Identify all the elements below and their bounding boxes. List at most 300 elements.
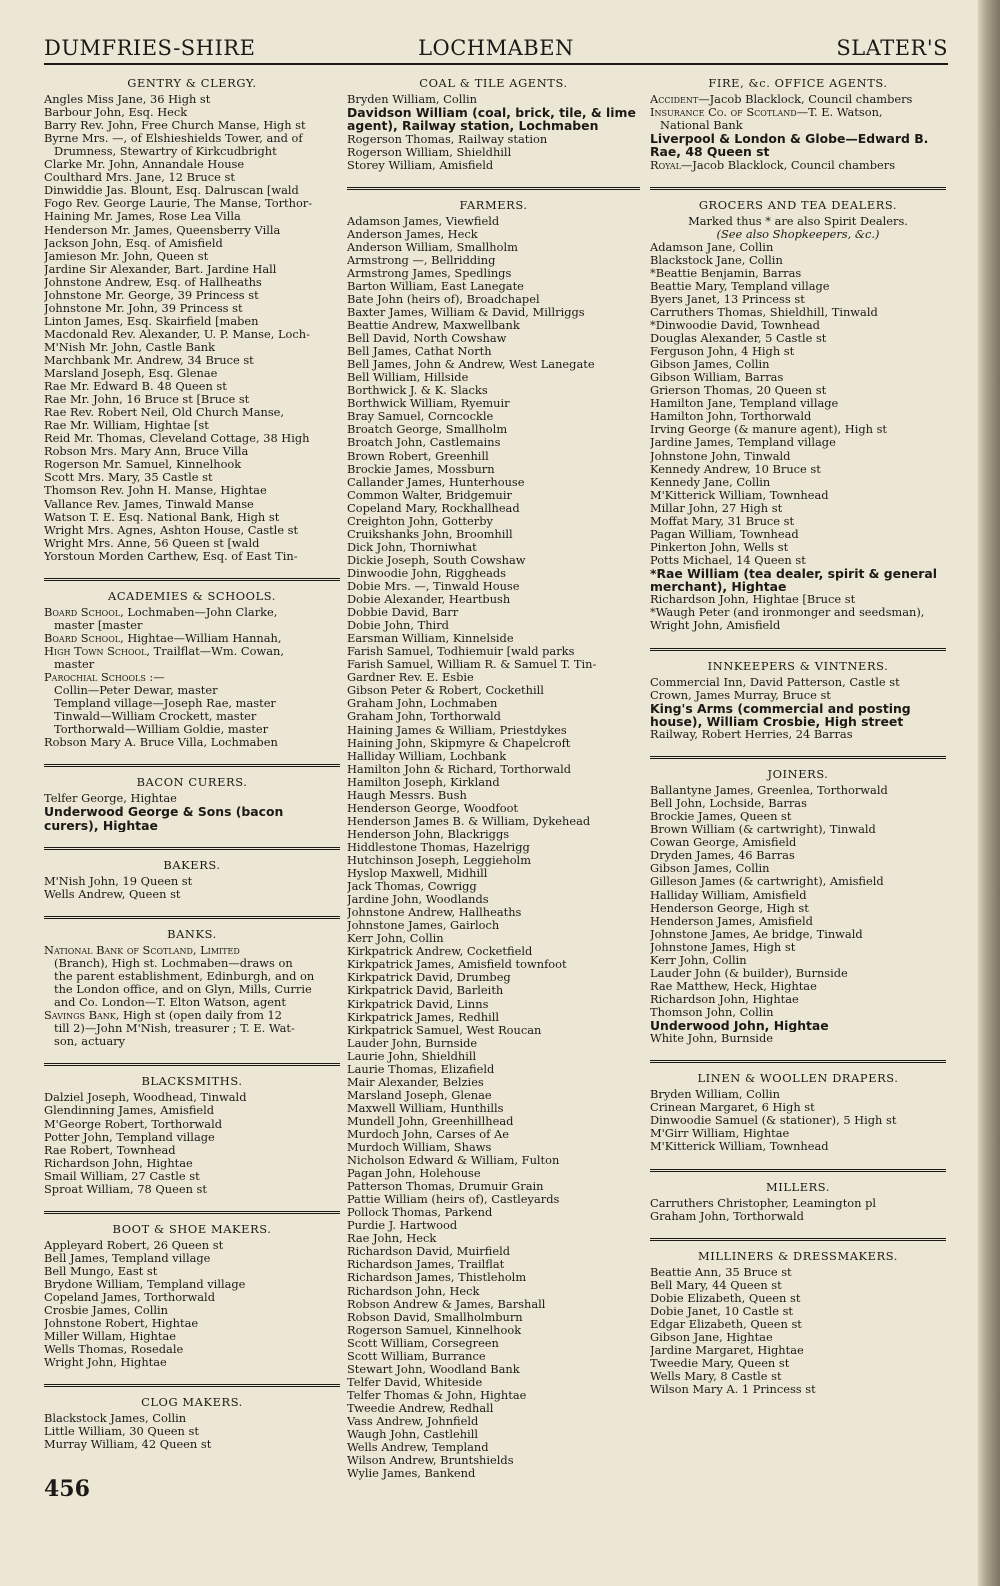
directory-entry: Dobbie David, Barr bbox=[347, 606, 459, 620]
directory-entry: Dalziel Joseph, Woodhead, Tinwald bbox=[44, 1091, 247, 1105]
directory-entry: Gibson Jane, Hightae bbox=[650, 1330, 773, 1344]
section-title: INNKEEPERS & VINTNERS. bbox=[707, 658, 889, 673]
directory-entry: Broatch George, Smallholm bbox=[347, 423, 508, 437]
directory-entry: Sproat William, 78 Queen st bbox=[44, 1182, 207, 1196]
directory-entry: Hamilton John, Torthorwald bbox=[650, 410, 812, 424]
directory-entry: Purdie J. Hartwood bbox=[347, 1219, 458, 1233]
directory-entry: Bate John (heirs of), Broadchapel bbox=[347, 292, 540, 306]
directory-entry: Rae Mr. Edward B. 48 Queen st bbox=[44, 380, 227, 394]
directory-entry: Gilleson James (& cartwright), Amisfield bbox=[650, 875, 884, 889]
directory-entry: Kirkpatrick David, Linns bbox=[347, 997, 489, 1011]
page-number: 456 bbox=[44, 1476, 90, 1502]
directory-entry: Broatch John, Castlemains bbox=[347, 436, 501, 450]
section-innkeepers-vintners bbox=[650, 660, 946, 742]
directory-entry: Kirkpatrick James, Amisfield townfoot bbox=[347, 958, 567, 972]
directory-entry: Haining Mr. James, Rose Lea Villa bbox=[44, 210, 241, 224]
section-title: COAL & TILE AGENTS. bbox=[419, 76, 568, 90]
directory-entry: Adamson Jane, Collin bbox=[650, 240, 774, 254]
directory-entry: Brockie James, Queen st bbox=[650, 810, 792, 824]
directory-entry: Brockie James, Mossburn bbox=[347, 462, 495, 476]
directory-entry: Hutchinson Joseph, Leggieholm bbox=[347, 853, 531, 867]
directory-entry: Telfer George, Hightae bbox=[44, 792, 177, 806]
directory-entry: Underwood George & Sons (bacon curers), Hightae bbox=[44, 805, 284, 832]
directory-entry: Baxter James, William & David, Millriggs bbox=[347, 306, 585, 320]
directory-entry: Rae Matthew, Heck, Hightae bbox=[650, 979, 817, 993]
directory-entry: Gardner Rev. E. Esbie bbox=[347, 671, 474, 685]
directory-entry: *Beattie Benjamin, Barras bbox=[650, 266, 802, 280]
directory-entry: Graham John, Lochmaben bbox=[347, 697, 498, 711]
directory-entry: Richardson John, Hightae [Bruce st bbox=[650, 593, 856, 607]
directory-entry: Crosbie James, Collin bbox=[44, 1304, 168, 1318]
directory-entry: Kerr John, Collin bbox=[650, 953, 747, 967]
directory-entry: Rae Robert, Townhead bbox=[44, 1143, 176, 1157]
directory-entry: Bryden William, Collin bbox=[650, 1088, 780, 1102]
section-divider bbox=[44, 755, 340, 767]
directory-entry: Miller Willam, Hightae bbox=[44, 1330, 176, 1344]
directory-entry: Robson David, Smallholmburn bbox=[347, 1310, 523, 1324]
directory-entry: Macdonald Rev. Alexander, U. P. Manse, Loch- bbox=[44, 327, 310, 341]
directory-entry: Pagan John, Holehouse bbox=[347, 1167, 481, 1181]
section-title: GENTRY & CLERGY. bbox=[127, 76, 257, 90]
directory-entry: National Bank bbox=[660, 119, 743, 133]
directory-entry: Gibson Peter & Robert, Cockethill bbox=[347, 684, 544, 698]
section-divider bbox=[347, 178, 640, 190]
directory-entry: M'Nish John, 19 Queen st bbox=[44, 874, 193, 888]
directory-entry: High Town School, Trailflat—Wm. Cowan, bbox=[44, 644, 284, 658]
section-gentry-clergy bbox=[44, 77, 340, 563]
section-title: MILLINERS & DRESSMAKERS. bbox=[698, 1248, 898, 1263]
header-town: LOCHMABEN bbox=[418, 36, 574, 60]
column-middle bbox=[347, 74, 640, 1504]
directory-entry: Borthwick William, Ryemuir bbox=[347, 397, 510, 411]
section-title: FIRE, &c. OFFICE AGENTS. bbox=[708, 76, 888, 90]
directory-entry: Haining John, Skipmyre & Chapelcroft bbox=[347, 736, 571, 750]
directory-entry: Potts Michael, 14 Queen st bbox=[650, 553, 806, 567]
section-banks bbox=[44, 928, 340, 1048]
section-milliners-dressmakers bbox=[650, 1250, 946, 1397]
directory-entry: Bell David, North Cowshaw bbox=[347, 332, 507, 346]
directory-entry: Board School, Hightae—William Hannah, bbox=[44, 631, 282, 645]
institution-name: Savings Bank bbox=[44, 1009, 116, 1023]
institution-name: National Bank of Scotland, Limited bbox=[44, 943, 240, 957]
directory-entry: Beattie Ann, 35 Bruce st bbox=[650, 1265, 792, 1279]
directory-entry: Kirkpatrick Samuel, West Roucan bbox=[347, 1023, 542, 1037]
directory-entry: Earsman William, Kinnelside bbox=[347, 632, 514, 646]
directory-entry: Johnstone James, High st bbox=[650, 940, 796, 954]
institution-name: High Town School bbox=[44, 644, 147, 658]
directory-entry: Adamson James, Viewfield bbox=[347, 214, 500, 228]
directory-entry: Halliday William, Lochbank bbox=[347, 749, 507, 763]
directory-entry: Laurie Thomas, Elizafield bbox=[347, 1062, 495, 1076]
section-cross-reference: (See also Shopkeepers, &c.) bbox=[716, 226, 880, 241]
directory-entry: Royal—Jacob Blacklock, Council chambers bbox=[650, 158, 896, 172]
directory-entry: Tweedie Andrew, Redhall bbox=[347, 1401, 494, 1415]
directory-entry: Rae Mr. John, 16 Bruce st [Bruce st bbox=[44, 393, 250, 407]
directory-entry: Richardson James, Trailflat bbox=[347, 1258, 505, 1272]
section-millers bbox=[650, 1181, 946, 1223]
directory-entry: Callander James, Hunterhouse bbox=[347, 475, 525, 489]
directory-entry: Wright John, Amisfield bbox=[650, 619, 781, 633]
section-joiners bbox=[650, 768, 946, 1045]
directory-entry: Millar John, 27 High st bbox=[650, 501, 783, 515]
directory-entry: (Branch), High st. Lochmaben—draws on bbox=[54, 957, 293, 971]
section-divider bbox=[650, 178, 946, 190]
directory-entry: Marsland Joseph, Esq. Glenae bbox=[44, 367, 218, 381]
directory-entry: Jack Thomas, Cowrigg bbox=[347, 880, 477, 894]
directory-entry: Dinwoodie Samuel (& stationer), 5 High st bbox=[650, 1114, 897, 1128]
directory-entry: Kirkpatrick Andrew, Cocketfield bbox=[347, 945, 533, 959]
section-title: JOINERS. bbox=[767, 767, 829, 782]
running-header bbox=[44, 36, 948, 66]
directory-entry: Johnstone Andrew, Esq. of Hallheaths bbox=[44, 275, 262, 289]
directory-entry: Wright Mrs. Anne, 56 Queen st [wald bbox=[44, 536, 260, 550]
directory-entry: M'Kitterick William, Townhead bbox=[650, 1140, 829, 1154]
directory-entry: Ballantyne James, Greenlea, Torthorwald bbox=[650, 784, 888, 798]
directory-entry: Pagan William, Townhead bbox=[650, 527, 799, 541]
directory-entry: Reid Mr. Thomas, Cleveland Cottage, 38 High bbox=[44, 432, 310, 446]
directory-entry: Beattie Andrew, Maxwellbank bbox=[347, 319, 520, 333]
directory-entry: Blackstock Jane, Collin bbox=[650, 253, 783, 267]
section-title: BAKERS. bbox=[163, 857, 221, 872]
section-fire-c-office-agents bbox=[650, 77, 946, 172]
directory-entry: Johnstone James, Ae bridge, Tinwald bbox=[650, 927, 863, 941]
header-rule bbox=[44, 63, 948, 65]
directory-entry: Bell James, Cathat North bbox=[347, 345, 492, 359]
directory-entry: master bbox=[54, 657, 95, 671]
directory-entry: Waugh John, Castlehill bbox=[347, 1428, 479, 1442]
directory-entry: Bell Mungo, East st bbox=[44, 1264, 158, 1278]
directory-entry: Coulthard Mrs. Jane, 12 Bruce st bbox=[44, 171, 235, 185]
directory-entry: Torthorwald—William Goldie, master bbox=[54, 723, 269, 737]
directory-entry: Linton James, Esq. Skairfield [maben bbox=[44, 314, 259, 328]
section-title: BACON CURERS. bbox=[136, 775, 248, 790]
directory-entry: Kennedy Jane, Collin bbox=[650, 475, 771, 489]
directory-entry: Bray Samuel, Corncockle bbox=[347, 410, 494, 424]
directory-entry: Robson Andrew & James, Barshall bbox=[347, 1297, 546, 1311]
directory-entry: Wright John, Hightae bbox=[44, 1356, 167, 1370]
section-academies-schools bbox=[44, 590, 340, 750]
directory-entry: Jamieson Mr. John, Queen st bbox=[44, 249, 209, 263]
directory-entry: Jardine Margaret, Hightae bbox=[650, 1343, 804, 1357]
directory-entry: Board School, Lochmaben—John Clarke, bbox=[44, 605, 278, 619]
directory-entry: Wells Mary, 8 Castle st bbox=[650, 1370, 782, 1384]
section-title: BLACKSMITHS. bbox=[141, 1074, 243, 1089]
directory-entry: M'Nish Mr. John, Castle Bank bbox=[44, 340, 215, 354]
directory-entry: *Dinwoodie David, Townhead bbox=[650, 319, 820, 333]
directory-entry: Edgar Elizabeth, Queen st bbox=[650, 1317, 802, 1331]
directory-entry: Henderson Mr. James, Queensberry Villa bbox=[44, 223, 281, 237]
directory-entry: Hyslop Maxwell, Midhill bbox=[347, 867, 488, 881]
directory-entry: Bell James, John & Andrew, West Lanegate bbox=[347, 358, 595, 372]
directory-entry: Pollock Thomas, Parkend bbox=[347, 1206, 493, 1220]
institution-name: Board School bbox=[44, 605, 121, 619]
directory-entry: Dobie Mrs. —, Tinwald House bbox=[347, 580, 520, 593]
section-title: CLOG MAKERS. bbox=[141, 1395, 243, 1410]
section-divider bbox=[650, 1051, 946, 1063]
directory-entry: Vallance Rev. James, Tinwald Manse bbox=[44, 497, 254, 511]
directory-entry: Thomson John, Collin bbox=[650, 1005, 774, 1019]
directory-entry: son, actuary bbox=[54, 1035, 126, 1049]
directory-entry: Wells Andrew, Queen st bbox=[44, 887, 181, 901]
directory-entry: Clarke Mr. John, Annandale House bbox=[44, 158, 245, 172]
directory-entry: Murray William, 42 Queen st bbox=[44, 1438, 212, 1452]
directory-entry: Laurie John, Shieldhill bbox=[347, 1049, 477, 1063]
directory-entry: Richardson David, Muirfield bbox=[347, 1245, 511, 1259]
directory-entry: Anderson William, Smallholm bbox=[347, 240, 518, 254]
section-note: Marked thus * are also Spirit Dealers. bbox=[688, 213, 908, 228]
directory-entry: *Rae William (tea dealer, spirit & general merchant), Hightae bbox=[650, 566, 938, 594]
directory-entry: Dinwoodie John, Riggheads bbox=[347, 566, 507, 580]
directory-entry: Rogerson Thomas, Railway station bbox=[347, 132, 548, 146]
directory-entry: Liverpool & London & Globe—Edward B. Rae, 48 Queen st bbox=[650, 132, 929, 159]
header-publisher: SLATER'S bbox=[836, 36, 948, 60]
directory-entry: Tinwald—William Crockett, master bbox=[54, 710, 257, 724]
directory-entry: M'George Robert, Torthorwald bbox=[44, 1117, 223, 1131]
directory-entry: Bell William, Hillside bbox=[347, 371, 469, 385]
directory-entry: Dobie Alexander, Heartbush bbox=[347, 593, 511, 607]
directory-entry: Railway, Robert Herries, 24 Barras bbox=[650, 728, 853, 742]
column-left bbox=[44, 74, 340, 1504]
section-title: BANKS. bbox=[167, 926, 217, 941]
section-divider bbox=[44, 569, 340, 581]
directory-entry: Murdoch William, Shaws bbox=[347, 1141, 492, 1155]
directory-entry: Farish Samuel, Todhiemuir [wald parks bbox=[347, 645, 575, 659]
directory-entry: Commercial Inn, David Patterson, Castle st bbox=[650, 675, 900, 689]
directory-entry: Robson Mrs. Mary Ann, Bruce Villa bbox=[44, 445, 249, 459]
directory-entry: Barry Rev. John, Free Church Manse, High st bbox=[44, 119, 306, 133]
directory-entry: Telfer Thomas & John, Hightae bbox=[347, 1388, 527, 1402]
directory-entry: Wilson Andrew, Bruntshields bbox=[347, 1454, 514, 1468]
section-title: BOOT & SHOE MAKERS. bbox=[112, 1221, 272, 1236]
directory-entry: Farish Samuel, William R. & Samuel T. Tin- bbox=[347, 658, 597, 672]
directory-entry: Angles Miss Jane, 36 High st bbox=[44, 93, 211, 107]
directory-entry: Brydone William, Templand village bbox=[44, 1277, 246, 1291]
directory-entry: Halliday William, Amisfield bbox=[650, 888, 807, 902]
directory-entry: Glendinning James, Amisfield bbox=[44, 1104, 215, 1118]
section-coal-tile-agents bbox=[347, 77, 640, 172]
directory-entry: Smail William, 27 Castle st bbox=[44, 1169, 200, 1183]
section-divider bbox=[44, 1054, 340, 1066]
directory-entry: M'Girr William, Hightae bbox=[650, 1127, 790, 1141]
directory-entry: Rae John, Heck bbox=[347, 1232, 437, 1246]
directory-entry: Johnstone Robert, Hightae bbox=[44, 1317, 199, 1331]
directory-entry: Pinkerton John, Wells st bbox=[650, 540, 789, 554]
directory-entry: Parochial Schools :— bbox=[44, 671, 165, 685]
directory-entry: Dobie Elizabeth, Queen st bbox=[650, 1291, 801, 1305]
directory-entry: Byrne Mrs. —, of Elshieshields Tower, and of bbox=[44, 132, 303, 146]
section-divider bbox=[650, 1160, 946, 1172]
directory-entry: Kirkpatrick David, Barleith bbox=[347, 984, 504, 998]
directory-entry: Hiddlestone Thomas, Hazelrigg bbox=[347, 840, 530, 854]
directory-entry: Insurance Co. of Scotland—T. E. Watson, bbox=[650, 106, 883, 120]
section-divider bbox=[44, 1202, 340, 1214]
directory-entry: Lauder John, Burnside bbox=[347, 1036, 478, 1050]
directory-entry: Crown, James Murray, Bruce st bbox=[650, 688, 831, 702]
directory-entry: Mair Alexander, Belzies bbox=[347, 1075, 484, 1089]
directory-entry: Armstrong James, Spedlings bbox=[347, 266, 512, 280]
directory-entry: Yorstoun Morden Carthew, Esq. of East Tin- bbox=[44, 549, 298, 563]
directory-entry: Bell John, Lochside, Barras bbox=[650, 797, 807, 811]
directory-entry: Dryden James, 46 Barras bbox=[650, 849, 795, 863]
directory-entry: Armstrong —, Bellridding bbox=[347, 253, 496, 267]
directory-entry: Jardine James, Templand village bbox=[650, 436, 836, 450]
directory-entry: Richardson John, Heck bbox=[347, 1284, 480, 1298]
directory-entry: Haining James & William, Priestdykes bbox=[347, 723, 567, 737]
institution-name: Board School bbox=[44, 631, 121, 645]
institution-name: Insurance Co. of Scotland bbox=[650, 106, 797, 120]
section-grocers-and-tea-dealers bbox=[650, 199, 946, 633]
directory-entry: Tweedie Mary, Queen st bbox=[650, 1357, 790, 1371]
directory-entry: the London office, and on Glyn, Mills, Currie bbox=[54, 983, 312, 997]
directory-entry: Brown Robert, Greenhill bbox=[347, 449, 489, 463]
directory-entry: Accident—Jacob Blacklock, Council chambers bbox=[650, 93, 913, 107]
directory-entry: Grierson Thomas, 20 Queen st bbox=[650, 384, 827, 398]
institution-name: Parochial Schools bbox=[44, 671, 146, 685]
directory-entry: Cruikshanks John, Broomhill bbox=[347, 527, 513, 541]
directory-entry: Henderson John, Blackriggs bbox=[347, 827, 510, 841]
directory-entry: Cowan George, Amisfield bbox=[650, 836, 797, 850]
directory-entry: Bell Mary, 44 Queen st bbox=[650, 1278, 782, 1292]
directory-entry: Underwood John, Hightae bbox=[650, 1018, 829, 1033]
directory-entry: Pattie William (heirs of), Castleyards bbox=[347, 1193, 560, 1207]
directory-entry: Drumness, Stewartry of Kirkcudbright bbox=[54, 145, 277, 159]
directory-entry: Gibson William, Barras bbox=[650, 371, 784, 385]
directory-entry: Brown William (& cartwright), Tinwald bbox=[650, 823, 876, 837]
directory-entry: Copeland Mary, Rockhallhead bbox=[347, 501, 520, 515]
directory-entry: Beattie Mary, Templand village bbox=[650, 279, 830, 293]
directory-entry: Fogo Rev. George Laurie, The Manse, Torthor- bbox=[44, 197, 313, 211]
directory-entry: Carruthers Thomas, Shieldhill, Tinwald bbox=[650, 306, 878, 320]
directory-entry: Little William, 30 Queen st bbox=[44, 1425, 199, 1439]
directory-entry: Rogerson Samuel, Kinnelhook bbox=[347, 1323, 522, 1337]
directory-entry: Johnstone John, Tinwald bbox=[650, 449, 791, 463]
directory-entry: Irving George (& manure agent), High st bbox=[650, 423, 888, 437]
directory-entry: King's Arms (commercial and posting house), William Crosbie, High street bbox=[650, 701, 911, 729]
directory-entry: Scott William, Burrance bbox=[347, 1349, 486, 1363]
section-title: MILLERS. bbox=[766, 1179, 830, 1194]
section-title: GROCERS AND TEA DEALERS. bbox=[698, 197, 898, 212]
directory-entry: White John, Burnside bbox=[650, 1032, 773, 1046]
directory-entry: Dickie Joseph, South Cowshaw bbox=[347, 553, 526, 567]
section-title: FARMERS. bbox=[459, 197, 528, 212]
directory-entry: Templand village—Joseph Rae, master bbox=[54, 697, 276, 711]
directory-entry: the parent establishment, Edinburgh, and on bbox=[54, 970, 315, 984]
directory-entry: Richardson John, Hightae bbox=[44, 1156, 193, 1170]
directory-entry: Nicholson Edward & William, Fulton bbox=[347, 1154, 560, 1168]
directory-entry: Wright Mrs. Agnes, Ashton House, Castle st bbox=[44, 523, 299, 537]
section-clog-makers bbox=[44, 1396, 340, 1451]
directory-entry: Watson T. E. Esq. National Bank, High st bbox=[44, 510, 280, 524]
directory-entry: Richardson James, Thistleholm bbox=[347, 1271, 527, 1285]
directory-entry: Maxwell William, Hunthills bbox=[347, 1101, 504, 1115]
directory-entry: Henderson George, High st bbox=[650, 901, 809, 915]
section-divider bbox=[650, 747, 946, 759]
directory-entry: Kirkpatrick James, Redhill bbox=[347, 1010, 500, 1024]
directory-entry: Rogerson Mr. Samuel, Kinnelhook bbox=[44, 458, 242, 472]
directory-entry: Carruthers Christopher, Leamington pl bbox=[650, 1196, 877, 1210]
directory-entry: till 2)—John M'Nish, treasurer ; T. E. Wat- bbox=[54, 1022, 295, 1036]
directory-entry bbox=[44, 944, 340, 957]
directory-entry: Johnstone James, Gairloch bbox=[347, 919, 500, 933]
section-divider bbox=[650, 639, 946, 651]
directory-entry: Kirkpatrick David, Drumbeg bbox=[347, 971, 511, 985]
institution-name: Royal bbox=[650, 158, 681, 172]
directory-entry: Rae Rev. Robert Neil, Old Church Manse, bbox=[44, 406, 285, 420]
directory-entry: Jackson John, Esq. of Amisfield bbox=[44, 236, 223, 250]
directory-entry: Blackstock James, Collin bbox=[44, 1412, 187, 1426]
directory-entry: Gibson James, Collin bbox=[650, 862, 770, 876]
directory-entry: Bryden William, Collin bbox=[347, 93, 477, 107]
directory-entry: Rae Mr. William, Hightae [st bbox=[44, 419, 209, 433]
directory-entry: Gibson James, Collin bbox=[650, 358, 770, 372]
directory-entry: Robson Mary A. Bruce Villa, Lochmaben bbox=[44, 736, 278, 750]
directory-entry: Henderson George, Woodfoot bbox=[347, 801, 519, 815]
directory-entry: Scott Mrs. Mary, 35 Castle st bbox=[44, 471, 213, 485]
section-farmers bbox=[347, 199, 640, 1481]
directory-entry: Lauder John (& builder), Burnside bbox=[650, 966, 848, 980]
directory-entry: Wilson Mary A. 1 Princess st bbox=[650, 1383, 816, 1397]
institution-name: Accident bbox=[650, 93, 699, 107]
directory-entry: Jardine John, Woodlands bbox=[347, 893, 489, 907]
directory-entry: Graham John, Torthorwald bbox=[650, 1209, 804, 1223]
directory-entry: Storey William, Amisfield bbox=[347, 158, 494, 172]
directory-entry: master [master bbox=[54, 618, 143, 632]
section-divider bbox=[44, 1375, 340, 1387]
directory-entry: and Co. London—T. Elton Watson, agent bbox=[54, 996, 286, 1010]
directory-entry: Marsland Joseph, Glenae bbox=[347, 1088, 492, 1102]
header-county: DUMFRIES-SHIRE bbox=[44, 36, 256, 60]
directory-entry: Wells Thomas, Rosedale bbox=[44, 1343, 184, 1357]
directory-entry: Byers Janet, 13 Princess st bbox=[650, 292, 805, 306]
directory-entry: Potter John, Templand village bbox=[44, 1130, 215, 1144]
directory-entry: Jardine Sir Alexander, Bart. Jardine Hall bbox=[44, 262, 277, 276]
directory-entry: Anderson James, Heck bbox=[347, 227, 478, 241]
directory-entry: *Waugh Peter (and ironmonger and seedsman), bbox=[650, 606, 925, 620]
directory-entry: Hamilton Jane, Templand village bbox=[650, 397, 839, 411]
directory-entry: Moffat Mary, 31 Bruce st bbox=[650, 514, 795, 528]
directory-entry: Johnstone Mr. George, 39 Princess st bbox=[44, 288, 259, 302]
directory-entry: Douglas Alexander, 5 Castle st bbox=[650, 332, 827, 346]
directory-entry: Davidson William (coal, brick, tile, & lime agent), Railway station, Lochmaben bbox=[347, 106, 636, 133]
directory-entry: Kennedy Andrew, 10 Bruce st bbox=[650, 462, 821, 476]
directory-entry: Ferguson John, 4 High st bbox=[650, 345, 795, 359]
directory-entry: Haugh Messrs. Bush bbox=[347, 788, 467, 802]
directory-entry: Dobie John, Third bbox=[347, 619, 449, 633]
directory-entry: Mundell John, Greenhillhead bbox=[347, 1114, 514, 1128]
directory-entry: Borthwick J. & K. Slacks bbox=[347, 384, 488, 398]
section-boot-shoe-makers bbox=[44, 1223, 340, 1370]
directory-entry: Collin—Peter Dewar, master bbox=[54, 684, 218, 698]
directory-entry: Copeland James, Torthorwald bbox=[44, 1291, 215, 1305]
directory-entry: Creighton John, Gotterby bbox=[347, 514, 493, 528]
section-divider bbox=[650, 1229, 946, 1241]
directory-entry: Wells Andrew, Templand bbox=[347, 1441, 489, 1455]
directory-entry: Henderson James B. & William, Dykehead bbox=[347, 814, 591, 828]
section-divider bbox=[44, 838, 340, 850]
directory-entry: Thomson Rev. John H. Manse, Hightae bbox=[44, 484, 267, 498]
directory-entry: Hamilton John & Richard, Torthorwald bbox=[347, 762, 572, 776]
directory-entry: Graham John, Torthorwald bbox=[347, 710, 501, 724]
section-title: LINEN & WOOLLEN DRAPERS. bbox=[697, 1071, 899, 1086]
section-bakers bbox=[44, 859, 340, 901]
directory-entry: Johnstone Mr. John, 39 Princess st bbox=[44, 301, 243, 315]
section-blacksmiths bbox=[44, 1075, 340, 1195]
directory-entry: Hamilton Joseph, Kirkland bbox=[347, 775, 500, 789]
directory-entry: M'Kitterick William, Townhead bbox=[650, 488, 829, 502]
directory-entry: Common Walter, Bridgemuir bbox=[347, 488, 512, 502]
directory-entry: Marchbank Mr. Andrew, 34 Bruce st bbox=[44, 353, 254, 367]
directory-entry: Appleyard Robert, 26 Queen st bbox=[44, 1238, 224, 1252]
